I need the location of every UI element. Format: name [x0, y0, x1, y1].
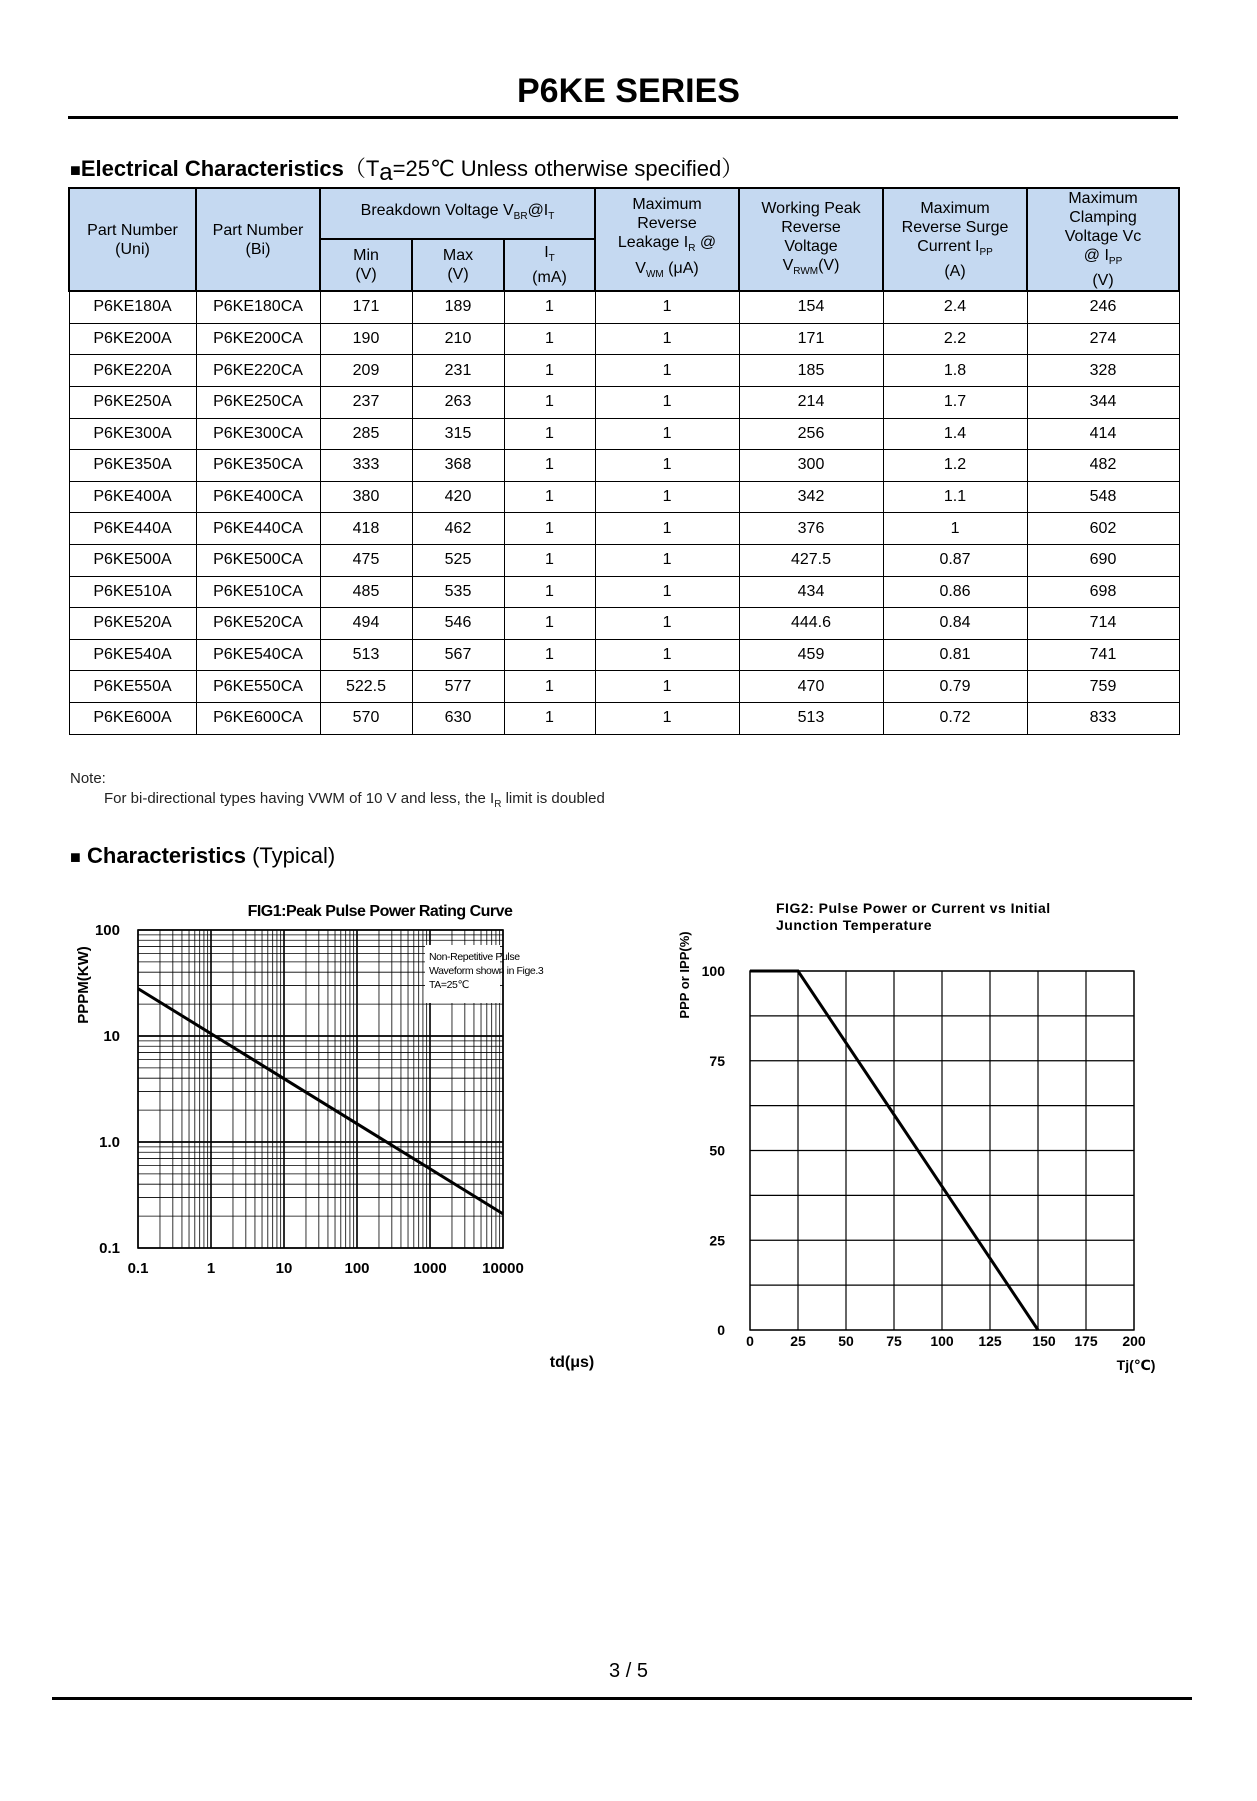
cell-ipp: 0.72 — [883, 702, 1027, 734]
cell-ipp: 0.84 — [883, 608, 1027, 640]
cell-it: 1 — [504, 323, 595, 355]
fig1-series-line — [138, 989, 503, 1214]
cell-leakage: 1 — [595, 481, 739, 513]
fig2-xtick-label: 100 — [930, 1333, 954, 1349]
cell-it: 1 — [504, 544, 595, 576]
cell-vrwm: 513 — [739, 702, 883, 734]
note-label: Note: — [70, 770, 106, 787]
cell-leakage: 1 — [595, 323, 739, 355]
fig1-xtick-label: 1 — [206, 1260, 216, 1277]
cell-vrwm: 300 — [739, 450, 883, 482]
cell-leakage: 1 — [595, 355, 739, 387]
header-part-uni: Part Number (Uni) — [69, 188, 196, 291]
cell-vbr-min: 171 — [320, 291, 412, 323]
cell-it: 1 — [504, 355, 595, 387]
cell-leakage: 1 — [595, 608, 739, 640]
cell-vrwm: 342 — [739, 481, 883, 513]
fig1-chart — [60, 895, 620, 1385]
cell-vbr-min: 418 — [320, 513, 412, 545]
cell-vbr-min: 380 — [320, 481, 412, 513]
characteristics-sub: (Typical) — [245, 843, 336, 868]
note-text: For bi-directional types having VWM of 10 V and less, the $I_R$ limit is doubled — [104, 790, 605, 810]
cell-part-uni: P6KE550A — [69, 671, 196, 703]
cell-it: 1 — [504, 576, 595, 608]
fig2-xtick-label: 25 — [790, 1333, 806, 1349]
cell-part-bi: P6KE540CA — [196, 639, 320, 671]
cell-leakage: 1 — [595, 386, 739, 418]
fig2-xtick-label: 150 — [1032, 1333, 1056, 1349]
table-row — [69, 639, 1179, 671]
cell-leakage: 1 — [595, 671, 739, 703]
fig2-ytick-label: 0 — [717, 1322, 725, 1338]
cell-part-bi: P6KE440CA — [196, 513, 320, 545]
cell-vrwm: 434 — [739, 576, 883, 608]
cell-part-uni: P6KE300A — [69, 418, 196, 450]
cell-vc: 714 — [1027, 608, 1179, 640]
fig1-xtick-label: 100 — [344, 1260, 370, 1277]
table-row — [69, 608, 1179, 640]
cell-part-uni: P6KE520A — [69, 608, 196, 640]
cell-vbr-min: 485 — [320, 576, 412, 608]
cell-it: 1 — [504, 639, 595, 671]
cell-vbr-max: 630 — [412, 702, 504, 734]
table-row — [69, 513, 1179, 545]
fig1-ytick-label: 10 — [103, 1028, 120, 1045]
cell-leakage: 1 — [595, 544, 739, 576]
cell-ipp: 1.2 — [883, 450, 1027, 482]
header-max: Max (V) — [412, 239, 504, 291]
cell-part-uni: P6KE220A — [69, 355, 196, 387]
cell-ipp: 0.86 — [883, 576, 1027, 608]
cell-part-bi: P6KE550CA — [196, 671, 320, 703]
cell-vrwm: 214 — [739, 386, 883, 418]
cell-vbr-max: 420 — [412, 481, 504, 513]
fig1-xtick-label: 10000 — [482, 1260, 524, 1277]
cell-part-uni: P6KE500A — [69, 544, 196, 576]
fig2-xlabel: Tj(℃) — [1116, 1357, 1156, 1373]
cell-vrwm: 376 — [739, 513, 883, 545]
cell-vc: 274 — [1027, 323, 1179, 355]
cell-it: 1 — [504, 418, 595, 450]
cell-vrwm: 171 — [739, 323, 883, 355]
square-bullet-icon: ■ — [70, 160, 81, 180]
cell-leakage: 1 — [595, 576, 739, 608]
table-row — [69, 576, 1179, 608]
cell-vrwm: 185 — [739, 355, 883, 387]
condition-open: （T — [343, 156, 380, 181]
cell-part-uni: P6KE600A — [69, 702, 196, 734]
cell-vbr-min: 209 — [320, 355, 412, 387]
fig1-ytick-label: 0.1 — [99, 1240, 120, 1257]
header-it: $I_T$ (mA) — [504, 239, 595, 291]
table-row — [69, 671, 1179, 703]
cell-vbr-max: 210 — [412, 323, 504, 355]
fig2-chart — [670, 895, 1190, 1385]
cell-vc: 690 — [1027, 544, 1179, 576]
cell-part-uni: P6KE250A — [69, 386, 196, 418]
fig2-title-line1: FIG2: Pulse Power or Current vs Initial — [776, 900, 1051, 916]
cell-part-bi: P6KE180CA — [196, 291, 320, 323]
fig1-xtick-label: 0.1 — [127, 1260, 149, 1277]
footer-divider — [52, 1697, 1192, 1700]
fig1-ytick-label: 1.0 — [99, 1134, 120, 1151]
characteristics-heading-text: Characteristics — [87, 843, 246, 868]
cell-it: 1 — [504, 608, 595, 640]
electrical-table — [68, 187, 1180, 735]
header-leakage: Maximum Reverse Leakage $I_R$ @ $V_{WM}$ (μA) — [595, 188, 739, 291]
cell-ipp: 0.79 — [883, 671, 1027, 703]
cell-ipp: 0.87 — [883, 544, 1027, 576]
header-breakdown: Breakdown Voltage $V_{BR}@I_T$ — [320, 188, 595, 239]
cell-vc: 698 — [1027, 576, 1179, 608]
cell-vbr-max: 546 — [412, 608, 504, 640]
cell-vc: 246 — [1027, 291, 1179, 323]
fig2-ytick-label: 75 — [709, 1052, 725, 1069]
cell-it: 1 — [504, 291, 595, 323]
cell-part-uni: P6KE540A — [69, 639, 196, 671]
cell-it: 1 — [504, 702, 595, 734]
cell-part-bi: P6KE520CA — [196, 608, 320, 640]
cell-vc: 602 — [1027, 513, 1179, 545]
characteristics-heading — [70, 843, 335, 869]
fig2-xtick-label: 175 — [1074, 1333, 1098, 1349]
fig1-title: FIG1:Peak Pulse Power Rating Curve — [247, 903, 513, 920]
fig1-ylabel: PPPM(KW) — [75, 946, 92, 1024]
cell-ipp: 1.4 — [883, 418, 1027, 450]
electrical-heading — [70, 152, 744, 186]
cell-part-bi: P6KE510CA — [196, 576, 320, 608]
cell-vrwm: 459 — [739, 639, 883, 671]
cell-vc: 759 — [1027, 671, 1179, 703]
fig1-xlabel: td(μs) — [549, 1354, 595, 1371]
table-row — [69, 544, 1179, 576]
cell-vbr-max: 577 — [412, 671, 504, 703]
table-row — [69, 418, 1179, 450]
cell-vrwm: 444.6 — [739, 608, 883, 640]
cell-part-uni: P6KE440A — [69, 513, 196, 545]
cell-leakage: 1 — [595, 639, 739, 671]
header-working-peak: Working Peak Reverse Voltage $V_{RWM}(V)$ — [739, 188, 883, 291]
cell-vrwm: 154 — [739, 291, 883, 323]
cell-leakage: 1 — [595, 291, 739, 323]
cell-vc: 833 — [1027, 702, 1179, 734]
cell-vrwm: 256 — [739, 418, 883, 450]
cell-vbr-max: 368 — [412, 450, 504, 482]
page-title: P6KE SERIES — [517, 72, 740, 110]
cell-vrwm: 427.5 — [739, 544, 883, 576]
cell-part-bi: P6KE300CA — [196, 418, 320, 450]
cell-ipp: 1.7 — [883, 386, 1027, 418]
cell-part-uni: P6KE400A — [69, 481, 196, 513]
fig1-xtick-label: 10 — [275, 1260, 293, 1277]
cell-part-bi: P6KE250CA — [196, 386, 320, 418]
header-clamping: Maximum Clamping Voltage Vc @ $I_{PP}$ (V) — [1027, 188, 1179, 291]
cell-ipp: 2.4 — [883, 291, 1027, 323]
electrical-heading-text: Electrical Characteristics — [80, 156, 344, 181]
cell-part-bi: P6KE400CA — [196, 481, 320, 513]
fig2-xtick-label: 0 — [746, 1333, 754, 1349]
cell-vbr-min: 513 — [320, 639, 412, 671]
cell-ipp: 1.1 — [883, 481, 1027, 513]
table-row — [69, 291, 1179, 323]
cell-part-bi: P6KE220CA — [196, 355, 320, 387]
table-row — [69, 323, 1179, 355]
fig2-xtick-label: 125 — [978, 1333, 1002, 1349]
fig1-annotation-line: Non-Repetitive Pulse — [429, 951, 520, 963]
cell-vbr-min: 190 — [320, 323, 412, 355]
table-row — [69, 702, 1179, 734]
cell-part-uni: P6KE350A — [69, 450, 196, 482]
table-row — [69, 481, 1179, 513]
fig1-annotation-line: Waveform shown in Fige.3 — [429, 965, 544, 977]
table-row — [69, 450, 1179, 482]
header-part-bi: Part Number (Bi) — [196, 188, 320, 291]
cell-part-uni: P6KE180A — [69, 291, 196, 323]
cell-vc: 414 — [1027, 418, 1179, 450]
header-min: Min (V) — [320, 239, 412, 291]
cell-it: 1 — [504, 450, 595, 482]
cell-vbr-max: 462 — [412, 513, 504, 545]
cell-it: 1 — [504, 671, 595, 703]
square-bullet-icon: ■ — [70, 847, 81, 867]
cell-vbr-max: 535 — [412, 576, 504, 608]
cell-ipp: 0.81 — [883, 639, 1027, 671]
cell-vbr-max: 189 — [412, 291, 504, 323]
cell-it: 1 — [504, 513, 595, 545]
cell-it: 1 — [504, 481, 595, 513]
cell-vc: 741 — [1027, 639, 1179, 671]
page-number: 3 / 5 — [609, 1660, 648, 1682]
title-divider — [68, 116, 1178, 119]
condition-sub: a — [379, 159, 393, 186]
fig1-ytick-label: 100 — [94, 922, 120, 939]
cell-vbr-min: 522.5 — [320, 671, 412, 703]
cell-part-uni: P6KE200A — [69, 323, 196, 355]
table-row — [69, 355, 1179, 387]
cell-part-bi: P6KE600CA — [196, 702, 320, 734]
cell-vbr-min: 285 — [320, 418, 412, 450]
fig2-title-line2: Junction Temperature — [776, 917, 932, 933]
cell-part-uni: P6KE510A — [69, 576, 196, 608]
cell-vbr-max: 567 — [412, 639, 504, 671]
cell-vbr-min: 237 — [320, 386, 412, 418]
cell-vc: 548 — [1027, 481, 1179, 513]
condition-rest: =25℃ Unless otherwise specified） — [392, 156, 744, 181]
fig2-xtick-label: 50 — [838, 1333, 854, 1349]
cell-ipp: 1.8 — [883, 355, 1027, 387]
cell-part-bi: P6KE200CA — [196, 323, 320, 355]
fig1-annotation-line: TA=25℃ — [429, 979, 469, 991]
cell-vbr-max: 231 — [412, 355, 504, 387]
header-surge: Maximum Reverse Surge Current $I_{PP}$ (A) — [883, 188, 1027, 291]
table-row — [69, 386, 1179, 418]
cell-vc: 344 — [1027, 386, 1179, 418]
cell-leakage: 1 — [595, 702, 739, 734]
cell-vbr-max: 525 — [412, 544, 504, 576]
fig2-xtick-label: 75 — [886, 1333, 902, 1349]
fig2-ytick-label: 50 — [709, 1142, 725, 1159]
cell-it: 1 — [504, 386, 595, 418]
cell-part-bi: P6KE500CA — [196, 544, 320, 576]
cell-vc: 328 — [1027, 355, 1179, 387]
cell-vrwm: 470 — [739, 671, 883, 703]
cell-leakage: 1 — [595, 513, 739, 545]
cell-vbr-min: 570 — [320, 702, 412, 734]
cell-vbr-min: 475 — [320, 544, 412, 576]
cell-vbr-max: 315 — [412, 418, 504, 450]
cell-vbr-min: 494 — [320, 608, 412, 640]
cell-vbr-max: 263 — [412, 386, 504, 418]
fig2-xtick-label: 200 — [1122, 1333, 1146, 1349]
fig1-xtick-label: 1000 — [413, 1260, 447, 1277]
fig2-ytick-label: 100 — [701, 963, 725, 979]
cell-vc: 482 — [1027, 450, 1179, 482]
cell-vbr-min: 333 — [320, 450, 412, 482]
cell-ipp: 1 — [883, 513, 1027, 545]
cell-leakage: 1 — [595, 450, 739, 482]
cell-leakage: 1 — [595, 418, 739, 450]
cell-part-bi: P6KE350CA — [196, 450, 320, 482]
fig2-ylabel: PPP or IPP(%) — [677, 931, 692, 1019]
cell-ipp: 2.2 — [883, 323, 1027, 355]
fig2-ytick-label: 25 — [709, 1232, 725, 1249]
